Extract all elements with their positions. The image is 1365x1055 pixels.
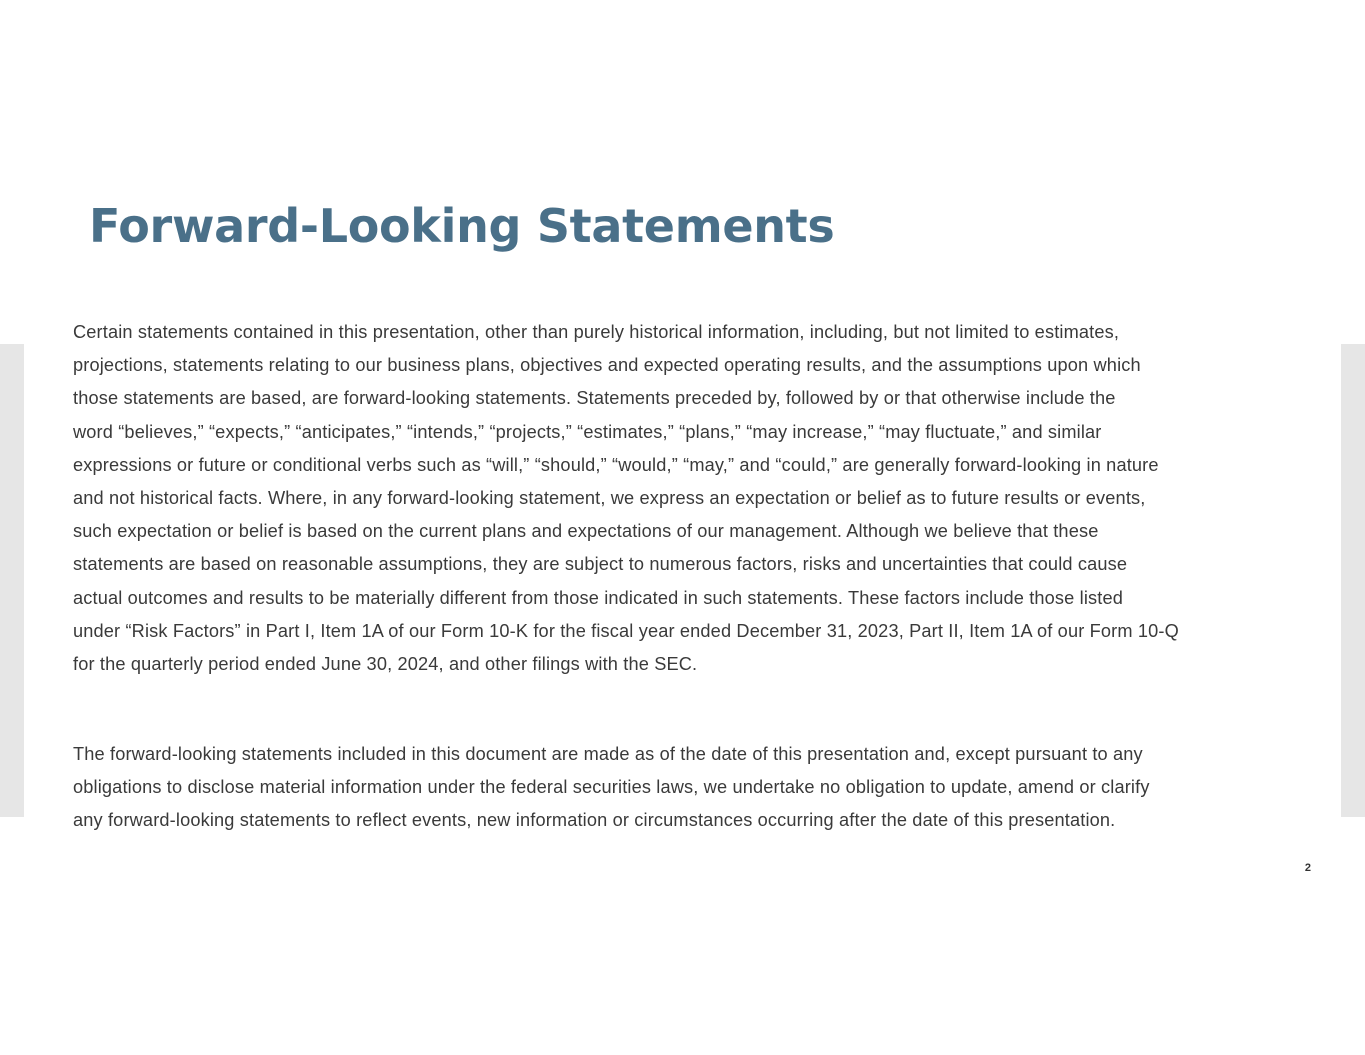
forward-looking-paragraph-2 [73,738,1305,838]
paragraph-line: for the quarterly period ended June 30, 2024, and other filings with the SEC. [73,654,698,675]
paragraph-line: Certain statements contained in this presentation, other than purely historical information, including, but not limited to estimates, [73,322,1120,342]
paragraph-line: those statements are based, are forward-looking statements. Statements preceded by, followed by or that otherwise include the [73,388,1116,409]
paragraph-line: and not historical facts. Where, in any forward-looking statement, we express an expectation or belief as to future results or events, [73,488,1146,509]
paragraph-line: under “Risk Factors” in Part I, Item 1A of our Form 10-K for the fiscal year ended December 31, 2023, Part II, Item 1A of our Form 10-Q [73,620,1179,641]
left-side-bar [0,344,24,817]
paragraph-line: expressions or future or conditional verbs such as “will,” “should,” “would,” “may,” and “could,” are generally forward-looking in nature [73,454,1159,475]
paragraph-line: projections, statements relating to our business plans, objectives and expected operating results, and the assumptions upon which [73,355,1141,376]
right-side-bar [1341,344,1365,817]
paragraph-line: The forward-looking statements included in this document are made as of the date of this presentation and, except pursuant to any [73,744,1143,764]
paragraph-line: obligations to disclose material information under the federal securities laws, we undertake no obligation to update, amend or clarify [73,777,1150,798]
paragraph-line: statements are based on reasonable assumptions, they are subject to numerous factors, risks and uncertainties that could cause [73,554,1128,575]
paragraph-line: word “believes,” “expects,” “anticipates,” “intends,” “projects,” “estimates,” “plans,” “may increase,” “may fluctuate,” and similar [73,421,1102,442]
paragraph-line: actual outcomes and results to be materially different from those indicated in such statements. These factors include those listed [73,587,1123,608]
paragraph-line: any forward-looking statements to reflect events, new information or circumstances occurring after the date of this presentation. [73,810,1116,831]
forward-looking-paragraph-1 [73,316,1305,681]
paragraph-line: such expectation or belief is based on the current plans and expectations of our management. Although we believe that these [73,521,1099,542]
page-number: 2 [1304,862,1311,874]
slide-title: Forward-Looking Statements [89,199,835,253]
